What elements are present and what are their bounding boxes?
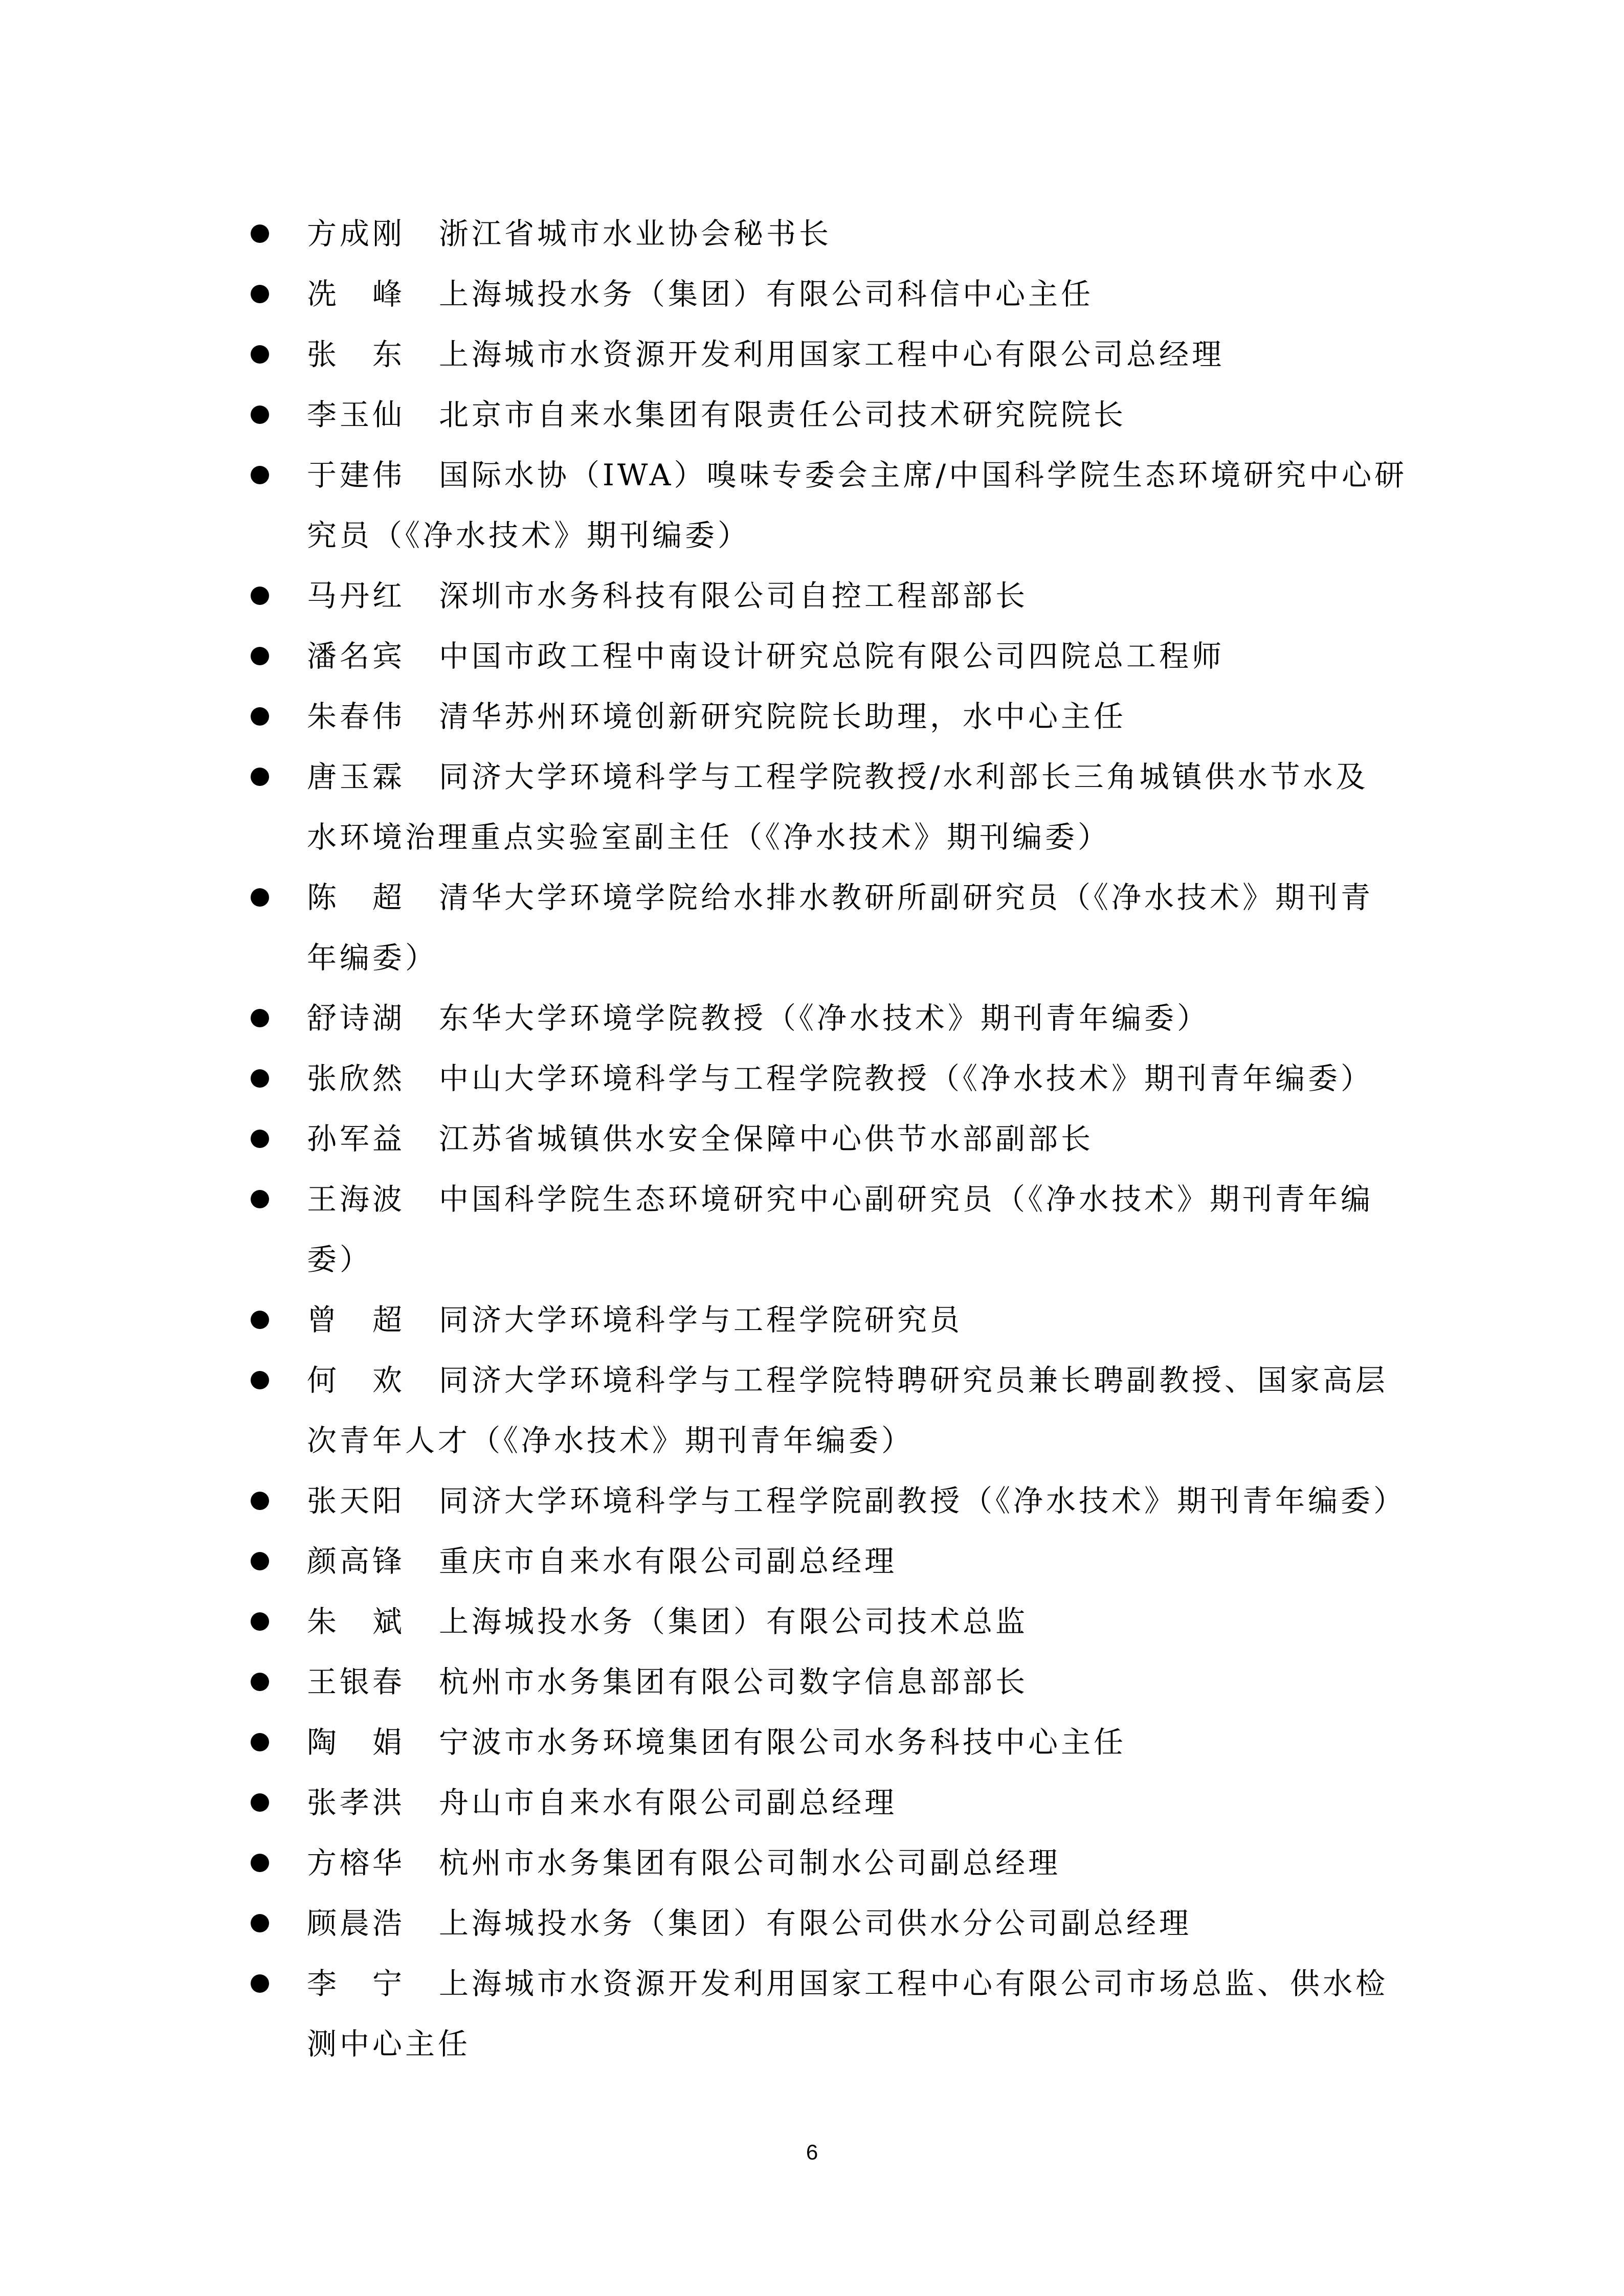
list-item xyxy=(240,264,1391,324)
list-item xyxy=(240,1652,1391,1712)
bullet-icon xyxy=(251,1793,269,1812)
bullet-icon xyxy=(251,1009,269,1027)
member-name: 方榕华 xyxy=(307,1845,406,1880)
member-description: 同济大学环境科学与工程学院副教授（《净水技术》期刊青年编委） xyxy=(439,1483,1407,1518)
member-description: 上海城投水务（集团）有限公司技术总监 xyxy=(439,1604,1029,1639)
member-description: 清华大学环境学院给水排水教研所副研究员（《净水技术》期刊青 xyxy=(439,880,1374,915)
bullet-icon xyxy=(251,1371,269,1389)
bullet-icon xyxy=(251,1311,269,1329)
list-item xyxy=(240,988,1391,1048)
bullet-icon xyxy=(251,466,269,484)
member-list xyxy=(240,204,1408,2074)
member-name: 唐玉霖 xyxy=(307,759,406,794)
list-item xyxy=(240,626,1391,686)
member-name: 顾晨浩 xyxy=(307,1906,406,1941)
page-number: 6 xyxy=(806,2140,818,2164)
member-name: 陶 娟 xyxy=(307,1725,406,1760)
list-item xyxy=(240,445,1408,566)
member-name: 朱春伟 xyxy=(307,699,406,734)
bullet-icon xyxy=(251,1974,269,1993)
member-name: 张孝洪 xyxy=(307,1785,406,1820)
bullet-icon xyxy=(251,1733,269,1751)
member-description: 国际水协（IWA）嗅味专委会主席/中国科学院生态环境研究中心研 xyxy=(439,458,1408,492)
member-name: 张天阳 xyxy=(307,1483,406,1518)
list-item xyxy=(240,1048,1391,1109)
list-item xyxy=(240,566,1391,626)
member-name: 孙军益 xyxy=(307,1121,406,1156)
member-description: 上海城投水务（集团）有限公司科信中心主任 xyxy=(439,277,1094,311)
member-description: 北京市自来水集团有限责任公司技术研究院院长 xyxy=(439,397,1127,432)
member-name: 马丹红 xyxy=(307,578,406,613)
bullet-icon xyxy=(251,1130,269,1148)
member-description: 重庆市自来水有限公司副总经理 xyxy=(439,1544,898,1579)
member-description: 同济大学环境科学与工程学院研究员 xyxy=(439,1302,963,1337)
bullet-icon xyxy=(251,345,269,364)
list-item xyxy=(240,1712,1391,1772)
member-name: 朱 斌 xyxy=(307,1604,406,1639)
member-name: 王海波 xyxy=(307,1182,406,1217)
bullet-icon xyxy=(251,285,269,303)
list-item xyxy=(240,385,1391,445)
member-name: 陈 超 xyxy=(307,880,406,915)
member-description-continued: 委） xyxy=(307,1242,373,1277)
member-description: 上海城市水资源开发利用国家工程中心有限公司市场总监、供水检 xyxy=(439,1966,1389,2001)
list-item xyxy=(240,1471,1407,1531)
list-item xyxy=(240,1591,1391,1652)
bullet-icon xyxy=(251,1854,269,1872)
member-description: 同济大学环境科学与工程学院教授/水利部长三角城镇供水节水及 xyxy=(439,759,1369,794)
member-name: 方成刚 xyxy=(307,216,406,251)
list-item xyxy=(240,747,1391,867)
member-description-continued: 水环境治理重点实验室副主任（《净水技术》期刊编委） xyxy=(307,820,1111,854)
bullet-icon xyxy=(251,768,269,786)
member-name: 李玉仙 xyxy=(307,397,406,432)
member-name: 舒诗湖 xyxy=(307,1001,406,1036)
list-item xyxy=(240,1350,1391,1471)
bullet-icon xyxy=(251,406,269,424)
member-description-continued: 次青年人才（《净水技术》期刊青年编委） xyxy=(307,1423,915,1458)
member-description: 江苏省城镇供水安全保障中心供节水部副部长 xyxy=(439,1121,1094,1156)
list-item xyxy=(240,1290,1391,1350)
member-name: 颜高锋 xyxy=(307,1544,406,1579)
list-item xyxy=(240,324,1391,385)
list-item xyxy=(240,204,1391,264)
member-description: 中国市政工程中南设计研究总院有限公司四院总工程师 xyxy=(439,639,1225,673)
member-description: 中国科学院生态环境研究中心副研究员（《净水技术》期刊青年编 xyxy=(439,1182,1374,1217)
member-description: 上海城市水资源开发利用国家工程中心有限公司总经理 xyxy=(439,337,1225,372)
list-item xyxy=(240,1953,1391,2074)
member-description: 浙江省城市水业协会秘书长 xyxy=(439,216,832,251)
member-name: 张 东 xyxy=(307,337,406,372)
member-description: 杭州市水务集团有限公司制水公司副总经理 xyxy=(439,1845,1061,1880)
bullet-icon xyxy=(251,1069,269,1088)
member-description: 清华苏州环境创新研究院院长助理，水中心主任 xyxy=(439,699,1127,734)
member-description: 中山大学环境科学与工程学院教授（《净水技术》期刊青年编委） xyxy=(439,1061,1374,1096)
bullet-icon xyxy=(251,1914,269,1932)
list-item xyxy=(240,1531,1391,1591)
bullet-icon xyxy=(251,1612,269,1631)
list-item xyxy=(240,686,1391,747)
member-name: 张欣然 xyxy=(307,1061,406,1096)
bullet-icon xyxy=(251,1190,269,1208)
list-item xyxy=(240,1893,1391,1953)
bullet-icon xyxy=(251,1552,269,1570)
member-description: 上海城投水务（集团）有限公司供水分公司副总经理 xyxy=(439,1906,1192,1941)
list-item xyxy=(240,867,1391,988)
bullet-icon xyxy=(251,1673,269,1691)
member-name: 潘名宾 xyxy=(307,639,406,673)
member-description: 杭州市水务集团有限公司数字信息部部长 xyxy=(439,1664,1029,1699)
list-item xyxy=(240,1169,1391,1290)
list-item xyxy=(240,1833,1391,1893)
bullet-icon xyxy=(251,1492,269,1510)
member-description: 深圳市水务科技有限公司自控工程部部长 xyxy=(439,578,1029,613)
member-description: 宁波市水务环境集团有限公司水务科技中心主任 xyxy=(439,1725,1127,1760)
member-name: 王银春 xyxy=(307,1664,406,1699)
member-description: 同济大学环境科学与工程学院特聘研究员兼长聘副教授、国家高层 xyxy=(439,1363,1389,1398)
member-name: 于建伟 xyxy=(307,458,406,492)
member-description-continued: 究员（《净水技术》期刊编委） xyxy=(307,518,751,553)
bullet-icon xyxy=(251,888,269,907)
list-item xyxy=(240,1109,1391,1169)
bullet-icon xyxy=(251,224,269,243)
member-name: 冼 峰 xyxy=(307,277,406,311)
member-description: 东华大学环境学院教授（《净水技术》期刊青年编委） xyxy=(439,1001,1210,1036)
member-description-continued: 年编委） xyxy=(307,940,438,975)
member-name: 何 欢 xyxy=(307,1363,406,1398)
bullet-icon xyxy=(251,587,269,605)
member-description: 舟山市自来水有限公司副总经理 xyxy=(439,1785,898,1820)
member-description-continued: 测中心主任 xyxy=(307,2027,471,2061)
bullet-icon xyxy=(251,707,269,726)
member-name: 曾 超 xyxy=(307,1302,406,1337)
list-item xyxy=(240,1772,1391,1833)
member-name: 李 宁 xyxy=(307,1966,406,2001)
bullet-icon xyxy=(251,647,269,665)
